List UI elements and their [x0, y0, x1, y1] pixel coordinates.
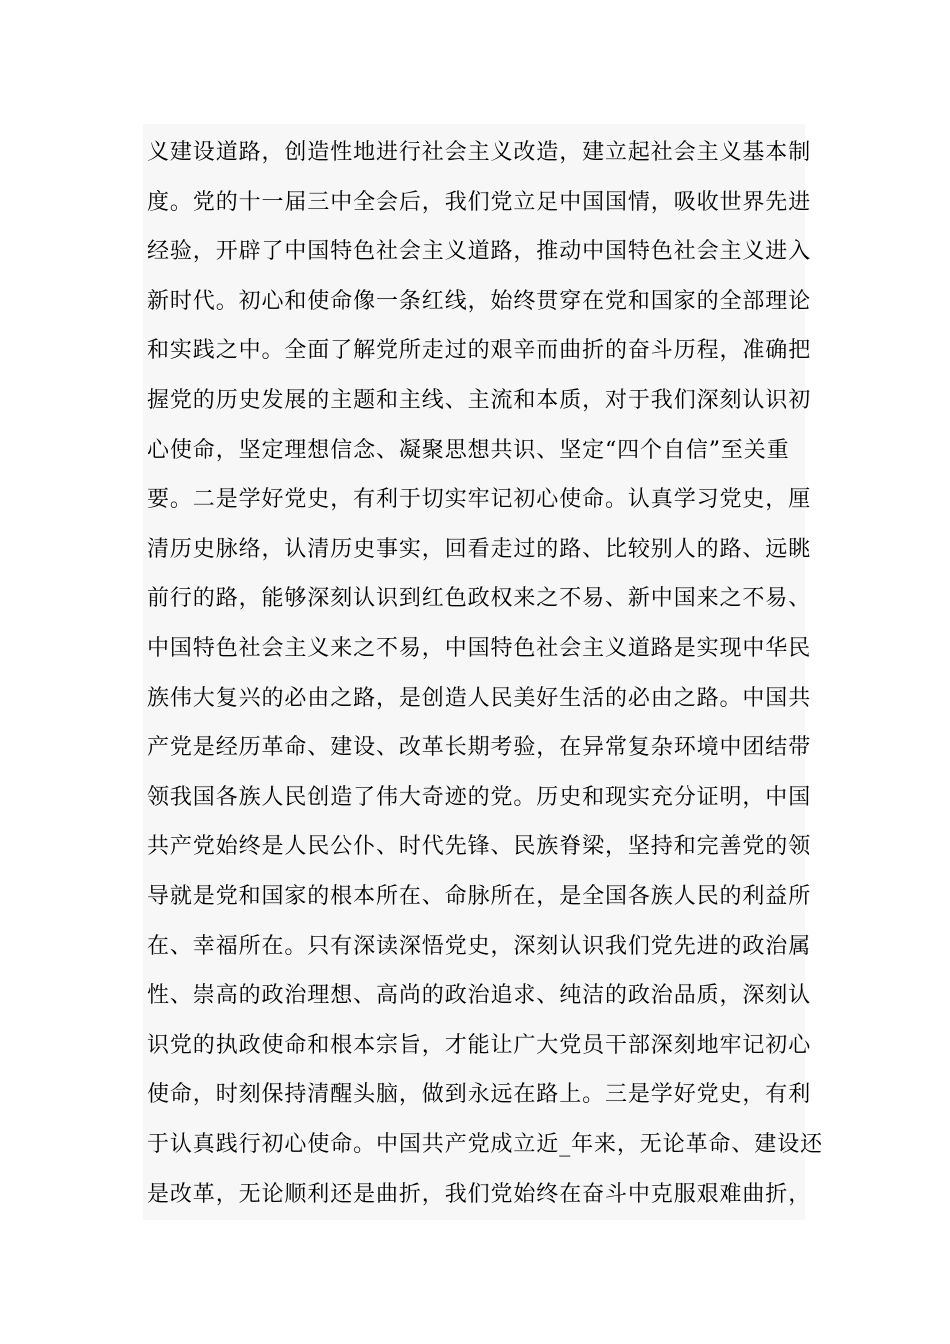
- text-line: 性、崇高的政治理想、高尚的政治追求、纯洁的政治品质，深刻认: [147, 983, 812, 1009]
- text-line: 要。二是学好党史，有利于切实牢记初心使命。认真学习党史，厘: [147, 487, 812, 513]
- text-line: 产党是经历革命、建设、改革长期考验，在异常复杂环境中团结带: [147, 735, 812, 761]
- text-line: 度。党的十一届三中全会后，我们党立足中国国情，吸收世界先进: [147, 189, 812, 215]
- text-line: 前行的路，能够深刻认识到红色政权来之不易、新中国来之不易、: [147, 586, 812, 612]
- text-line: 导就是党和国家的根本所在、命脉所在，是全国各族人民的利益所: [147, 884, 812, 909]
- text-line: 于认真践行初心使命。中国共产党成立近_年来，无论革命、建设还: [147, 1132, 824, 1157]
- text-line: 中国特色社会主义来之不易，中国特色社会主义道路是实现中华民: [147, 636, 812, 661]
- text-line: 新时代。初心和使命像一条红线，始终贯穿在党和国家的全部理论: [147, 288, 812, 314]
- text-line: 族伟大复兴的必由之路，是创造人民美好生活的必由之路。中国共: [147, 685, 812, 711]
- text-line: 经验，开辟了中国特色社会主义道路，推动中国特色社会主义进入: [147, 239, 812, 265]
- text-line: 和实践之中。全面了解党所走过的艰辛而曲折的奋斗历程，准确把: [147, 338, 812, 364]
- text-line: 心使命，坚定理想信念、凝聚思想共识、坚定“四个自信”至关重: [147, 437, 790, 463]
- text-line: 义建设道路，创造性地进行社会主义改造，建立起社会主义基本制: [147, 140, 812, 165]
- text-line: 在、幸福所在。只有深读深悟党史，深刻认识我们党先进的政治属: [147, 933, 812, 959]
- text-line: 是改革，无论顺利还是曲折，我们党始终在奋斗中克服艰难曲折，: [147, 1181, 812, 1207]
- text-line: 握党的历史发展的主题和主线、主流和本质，对于我们深刻认识初: [147, 388, 812, 413]
- text-line: 使命，时刻保持清醒头脑，做到永远在路上。三是学好党史，有利: [147, 1082, 812, 1108]
- text-line: 清历史脉络，认清历史事实，回看走过的路、比较别人的路、远眺: [147, 536, 812, 562]
- text-line: 共产党始终是人民公仆、时代先锋、民族脊梁，坚持和完善党的领: [147, 834, 812, 860]
- text-line: 领我国各族人民创造了伟大奇迹的党。历史和现实充分证明，中国: [147, 784, 812, 810]
- document-body: [143, 124, 824, 1220]
- text-line: 识党的执政使命和根本宗旨，才能让广大党员干部深刻地牢记初心: [147, 1032, 812, 1058]
